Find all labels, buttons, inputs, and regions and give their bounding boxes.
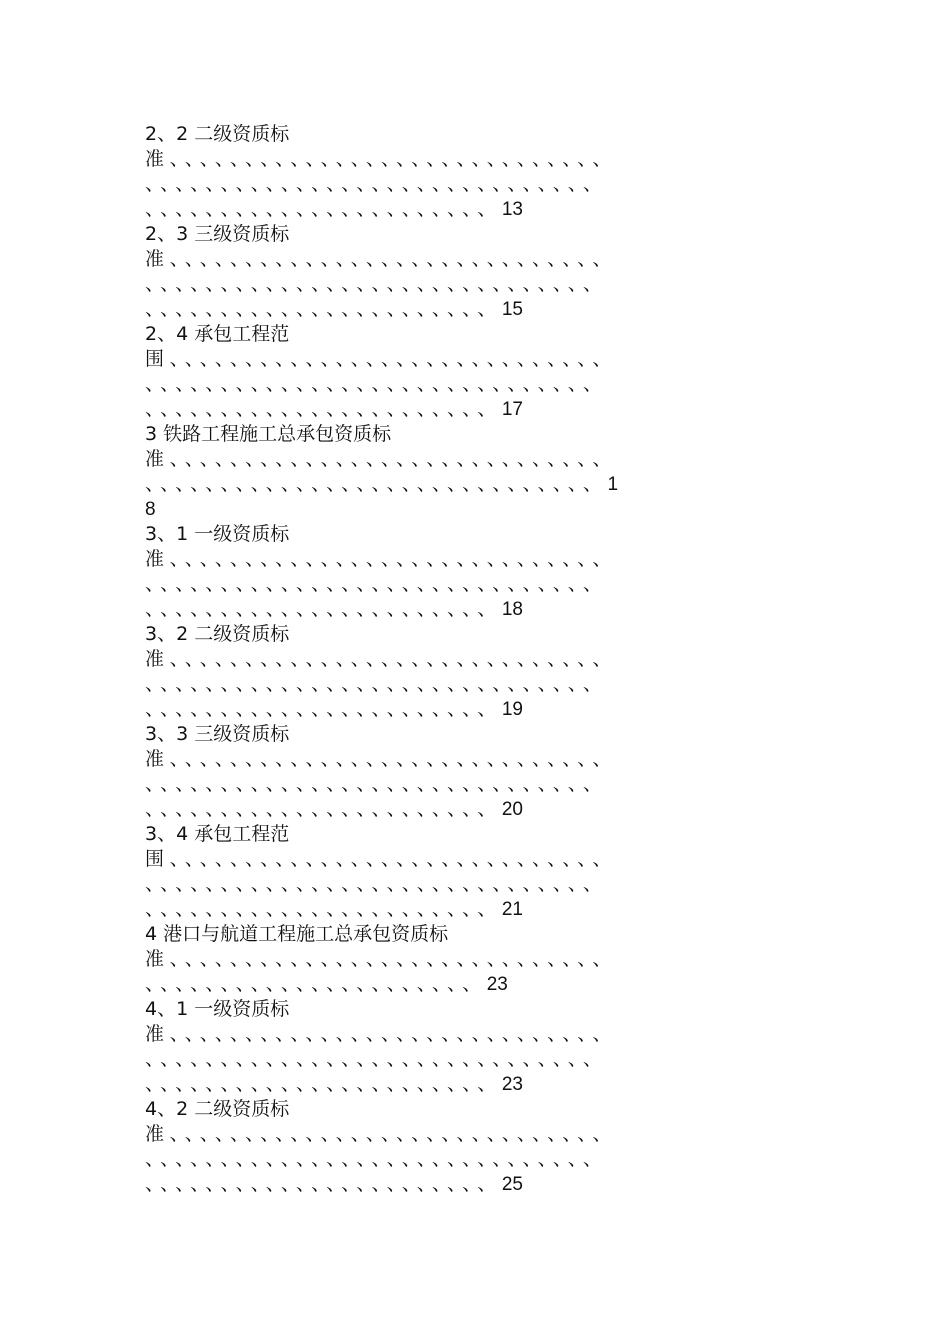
toc-leader-line <box>145 1172 805 1197</box>
toc-entry-title: 3 铁路工程施工总承包资质标 <box>145 423 392 445</box>
toc-leader-line <box>145 347 805 372</box>
toc-leader-line <box>145 547 805 572</box>
toc-leader-line <box>145 572 805 597</box>
toc-page-number: 23 <box>501 1074 523 1095</box>
toc-entry-title: 2、4 承包工程范 <box>145 323 290 345</box>
toc-entry-title: 4、1 一级资质标 <box>145 998 290 1020</box>
toc-page-number: 19 <box>501 699 523 720</box>
toc-leader-dots: 准、、、、、、、、、、、、、、、、、、、、、、、、、、、、、 <box>145 748 618 770</box>
toc-leader-line <box>145 272 805 297</box>
toc-leader-dots: 、、、、、、、、、、、、、、、、、、、、、、、、、、、、、、 <box>145 1048 608 1070</box>
toc-leader-line <box>145 197 805 222</box>
toc-entry[interactable] <box>145 122 805 222</box>
toc-leader-dots: 、、、、、、、、、、、、、、、、、、、、、、、 <box>145 598 502 620</box>
toc-page-number: 25 <box>501 1174 523 1195</box>
toc-leader-line <box>145 497 805 522</box>
toc-leader-dots: 、、、、、、、、、、、、、、、、、、、、、、、、、、、、、、 <box>145 1148 608 1170</box>
toc-leader-dots: 、、、、、、、、、、、、、、、、、、、、、、、、、、、、、、 <box>145 673 608 695</box>
toc-entry[interactable] <box>145 997 805 1097</box>
toc-leader-line <box>145 747 805 772</box>
toc-leader-line <box>145 672 805 697</box>
toc-entry[interactable] <box>145 322 805 422</box>
toc-leader-line <box>145 972 805 997</box>
toc-entry-title: 2、2 二级资质标 <box>145 123 290 145</box>
toc-leader-dots: 围、、、、、、、、、、、、、、、、、、、、、、、、、、、、、 <box>145 348 618 370</box>
toc-page-number: 8 <box>145 499 156 520</box>
toc-leader-dots: 准、、、、、、、、、、、、、、、、、、、、、、、、、、、、、 <box>145 448 618 470</box>
toc-leader-line <box>145 1022 805 1047</box>
toc-entry[interactable] <box>145 1097 805 1197</box>
toc-leader-line <box>145 1047 805 1072</box>
toc-leader-dots: 准、、、、、、、、、、、、、、、、、、、、、、、、、、、、、 <box>145 148 618 170</box>
toc-leader-dots: 、、、、、、、、、、、、、、、、、、、、、、 <box>145 973 487 995</box>
toc-leader-dots: 准、、、、、、、、、、、、、、、、、、、、、、、、、、、、、 <box>145 648 618 670</box>
toc-leader-line <box>145 297 805 322</box>
toc-leader-line <box>145 1147 805 1172</box>
toc-entry-title: 3、3 三级资质标 <box>145 723 290 745</box>
toc-leader-dots: 准、、、、、、、、、、、、、、、、、、、、、、、、、、、、、 <box>145 548 618 570</box>
toc-page-number: 13 <box>501 199 523 220</box>
toc-leader-dots: 准、、、、、、、、、、、、、、、、、、、、、、、、、、、、、 <box>145 1023 618 1045</box>
toc-leader-dots: 、、、、、、、、、、、、、、、、、、、、、、、 <box>145 398 502 420</box>
toc-entry-title: 3、2 二级资质标 <box>145 623 290 645</box>
toc-entry[interactable] <box>145 822 805 922</box>
toc-leader-dots: 准、、、、、、、、、、、、、、、、、、、、、、、、、、、、、 <box>145 948 618 970</box>
toc-leader-line <box>145 472 805 497</box>
toc-entry[interactable] <box>145 522 805 622</box>
toc-leader-line <box>145 772 805 797</box>
toc-entry-title: 4 港口与航道工程施工总承包资质标 <box>145 923 449 945</box>
toc-entry[interactable] <box>145 722 805 822</box>
toc-entry[interactable] <box>145 922 805 997</box>
toc-entry[interactable] <box>145 622 805 722</box>
toc-leader-dots: 、、、、、、、、、、、、、、、、、、、、、、、 <box>145 1173 502 1195</box>
toc-leader-dots: 、、、、、、、、、、、、、、、、、、、、、、、 <box>145 898 502 920</box>
toc-entry-title: 3、4 承包工程范 <box>145 823 290 845</box>
toc-leader-dots: 、、、、、、、、、、、、、、、、、、、、、、、 <box>145 698 502 720</box>
toc-leader-dots: 、、、、、、、、、、、、、、、、、、、、、、、、、、、、、、 <box>145 873 608 895</box>
toc-leader-dots: 、、、、、、、、、、、、、、、、、、、、、、、 <box>145 798 502 820</box>
toc-leader-line <box>145 447 805 472</box>
toc-leader-line <box>145 147 805 172</box>
toc-leader-dots: 准、、、、、、、、、、、、、、、、、、、、、、、、、、、、、 <box>145 1123 618 1145</box>
toc-leader-dots: 、、、、、、、、、、、、、、、、、、、、、、、、、、、、、、 <box>145 373 608 395</box>
toc-entry-title: 4、2 二级资质标 <box>145 1098 290 1120</box>
toc-entry-title: 2、3 三级资质标 <box>145 223 290 245</box>
toc-page-number: 18 <box>501 599 523 620</box>
toc-leader-line <box>145 647 805 672</box>
toc-leader-line <box>145 797 805 822</box>
toc-page-number: 15 <box>501 299 523 320</box>
toc-leader-line <box>145 172 805 197</box>
toc-leader-dots: 、、、、、、、、、、、、、、、、、、、、、、、、、、、、、、 <box>145 273 608 295</box>
toc-leader-line <box>145 372 805 397</box>
toc-leader-line <box>145 872 805 897</box>
toc-leader-dots: 、、、、、、、、、、、、、、、、、、、、、、、、、、、、、、 <box>145 173 608 195</box>
toc-page-number: 23 <box>486 974 508 995</box>
toc-leader-line <box>145 597 805 622</box>
toc-leader-line <box>145 1072 805 1097</box>
toc-page-number: 17 <box>501 399 523 420</box>
toc-leader-line <box>145 1122 805 1147</box>
toc-page-number: 1 <box>607 474 619 495</box>
toc-leader-dots: 、、、、、、、、、、、、、、、、、、、、、、、 <box>145 298 502 320</box>
toc-leader-dots: 围、、、、、、、、、、、、、、、、、、、、、、、、、、、、、 <box>145 848 618 870</box>
toc-leader-line <box>145 397 805 422</box>
toc-entry[interactable] <box>145 422 805 522</box>
toc-leader-dots: 、、、、、、、、、、、、、、、、、、、、、、、、、、、、、、 <box>145 473 608 495</box>
toc-leader-line <box>145 947 805 972</box>
toc-leader-dots: 、、、、、、、、、、、、、、、、、、、、、、、 <box>145 1073 502 1095</box>
toc-leader-line <box>145 697 805 722</box>
toc-page-number: 20 <box>501 799 523 820</box>
toc-leader-dots: 准、、、、、、、、、、、、、、、、、、、、、、、、、、、、、 <box>145 248 618 270</box>
toc-leader-dots: 、、、、、、、、、、、、、、、、、、、、、、、、、、、、、、 <box>145 773 608 795</box>
toc-leader-dots: 、、、、、、、、、、、、、、、、、、、、、、、、、、、、、、 <box>145 573 608 595</box>
toc-leader-line <box>145 897 805 922</box>
toc-leader-line <box>145 247 805 272</box>
toc-leader-dots: 、、、、、、、、、、、、、、、、、、、、、、、 <box>145 198 502 220</box>
table-of-contents <box>145 122 805 1197</box>
toc-entry-title: 3、1 一级资质标 <box>145 523 290 545</box>
toc-page-number: 21 <box>501 899 523 920</box>
toc-leader-line <box>145 847 805 872</box>
toc-entry[interactable] <box>145 222 805 322</box>
